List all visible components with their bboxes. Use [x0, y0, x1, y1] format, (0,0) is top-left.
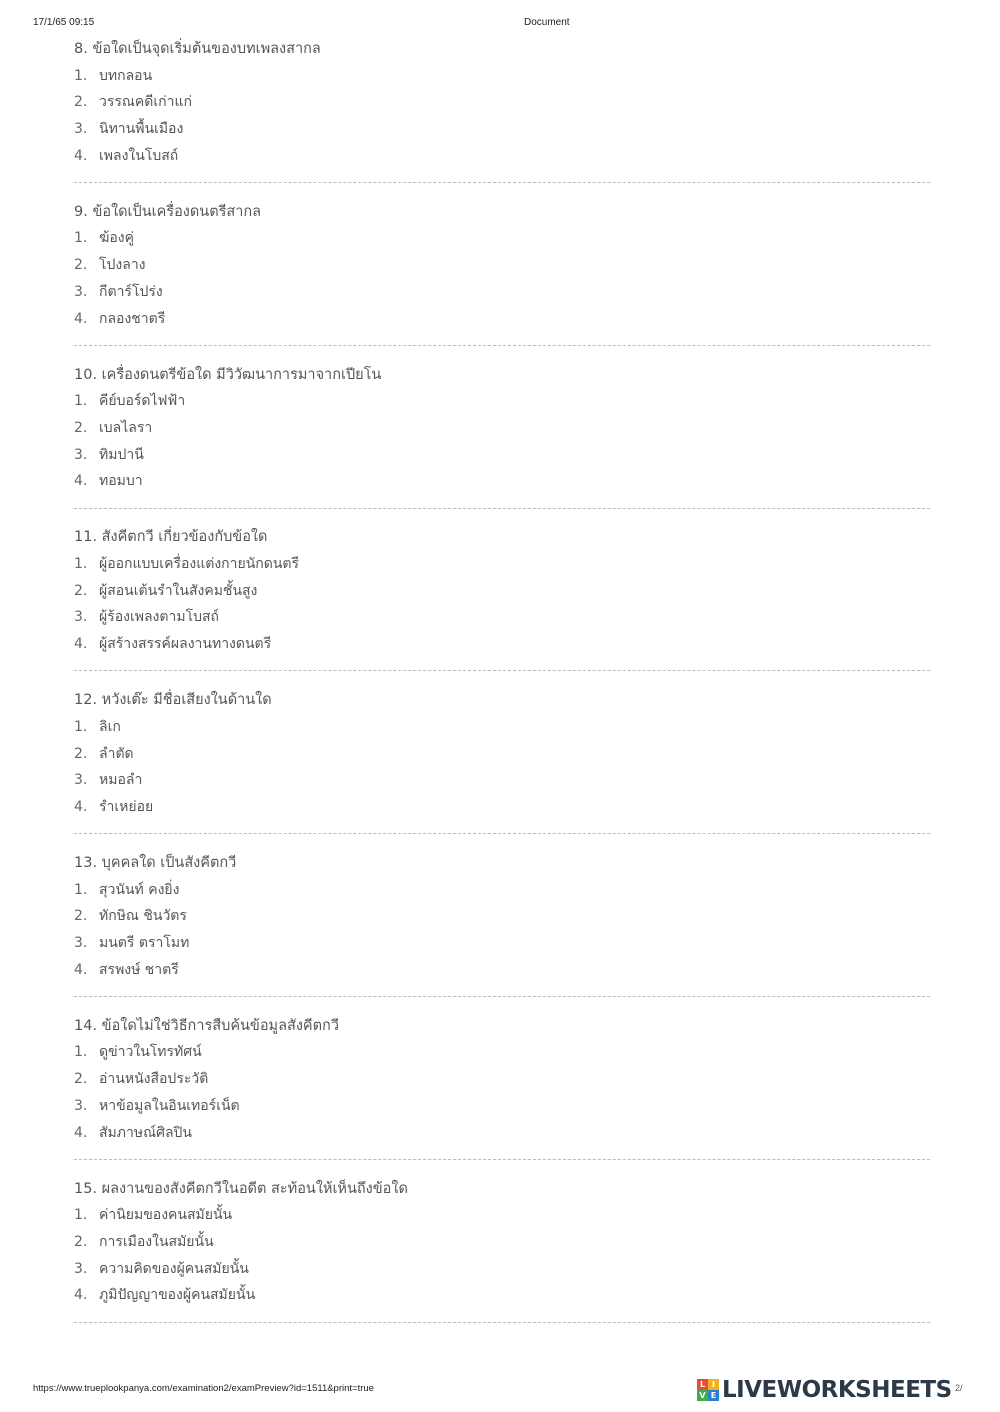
option-text: รำเหย่อย: [99, 798, 154, 815]
option-number: 2.: [74, 419, 88, 436]
answer-option: [74, 767, 930, 794]
option-number: 3.: [74, 1097, 88, 1114]
answer-option: [74, 1120, 930, 1147]
option-text: ค่านิยมของคนสมัยนั้น: [99, 1207, 233, 1224]
footer-url: https://www.trueplookpanya.com/examination2/examPreview?id=1511&print=true: [33, 1383, 374, 1394]
option-text: โปงลาง: [99, 257, 146, 274]
option-number: 3.: [74, 446, 88, 463]
dashed-divider: [74, 1322, 930, 1323]
option-text: บทกลอน: [99, 67, 153, 84]
option-number: 2.: [74, 257, 88, 274]
document-title: Document: [524, 17, 570, 28]
answer-option: [74, 1282, 930, 1309]
option-number: 1.: [74, 718, 88, 735]
dashed-divider: [74, 833, 930, 834]
option-text: กลองชาตรี: [99, 310, 166, 327]
answer-option: [74, 252, 930, 279]
answer-option: [74, 225, 930, 252]
question-stem: 11. สังคีตกวี เกี่ยวข้องกับข้อใด: [74, 529, 268, 546]
option-number: 2.: [74, 1071, 88, 1088]
answer-option: [74, 604, 930, 631]
option-text: ผู้สร้างสรรค์ผลงานทางดนตรี: [99, 636, 272, 653]
print-datetime: 17/1/65 09:15: [33, 17, 95, 28]
option-text: ทอมบา: [99, 473, 143, 490]
question-stem: 9. ข้อใดเป็นเครื่องดนตรีสากล: [74, 203, 262, 220]
option-text: ผู้สอนเต้นรำในสังคมชั้นสูง: [99, 582, 258, 599]
option-text: การเมืองในสมัยนั้น: [99, 1233, 214, 1250]
answer-option: [74, 1229, 930, 1256]
answer-option: [74, 442, 930, 469]
answer-option: [74, 415, 930, 442]
answer-option: [74, 279, 930, 306]
question-stem: 10. เครื่องดนตรีข้อใด มีวิวัฒนาการมาจากเปียโน: [74, 366, 382, 383]
option-text: ผู้ร้องเพลงตามโบสถ์: [99, 609, 220, 626]
option-number: 3.: [74, 121, 88, 138]
option-number: 3.: [74, 1260, 88, 1277]
option-text: เบลไลรา: [99, 419, 153, 436]
question-block: [74, 524, 930, 687]
option-number: 4.: [74, 147, 88, 164]
option-number: 1.: [74, 393, 88, 410]
option-number: 2.: [74, 94, 88, 111]
answer-option: [74, 877, 930, 904]
question-list: [74, 36, 930, 1338]
brand-logo-letter: I: [708, 1379, 719, 1390]
answer-option: [74, 388, 930, 415]
option-number: 4.: [74, 961, 88, 978]
option-number: 1.: [74, 67, 88, 84]
option-text: สุวนันท์ คงยิ่ง: [99, 881, 180, 898]
option-number: 1.: [74, 230, 88, 247]
question-block: [74, 199, 930, 362]
answer-option: [74, 551, 930, 578]
option-text: ลิเก: [99, 718, 121, 735]
answer-option: [74, 903, 930, 930]
option-number: 4.: [74, 1287, 88, 1304]
question-stem: 15. ผลงานของสังคีตกวีในอดีต สะท้อนให้เห็นถึงข้อใด: [74, 1180, 408, 1197]
brand-name: LIVEWORKSHEETS: [722, 1377, 952, 1403]
answer-option: [74, 1066, 930, 1093]
option-text: ทิมปานี: [99, 446, 144, 463]
brand-logo-letter: E: [708, 1390, 719, 1401]
option-text: หมอลำ: [99, 772, 143, 789]
question-block: [74, 36, 930, 199]
answer-option: [74, 578, 930, 605]
question-stem: 14. ข้อใดไม่ใช่วิธีการสืบค้นข้อมูลสังคีตกวี: [74, 1017, 339, 1034]
answer-option: [74, 306, 930, 333]
option-text: กีตาร์โปร่ง: [99, 283, 163, 300]
option-text: ฆ้องคู่: [99, 230, 134, 247]
option-text: หาข้อมูลในอินเทอร์เน็ต: [99, 1097, 240, 1114]
option-text: อ่านหนังสือประวัติ: [99, 1071, 209, 1088]
question-block: [74, 850, 930, 1013]
option-text: ลำตัด: [99, 745, 134, 762]
answer-option: [74, 930, 930, 957]
option-number: 3.: [74, 609, 88, 626]
answer-option: [74, 1256, 930, 1283]
answer-option: [74, 1093, 930, 1120]
option-number: 2.: [74, 1233, 88, 1250]
answer-option: [74, 631, 930, 658]
option-number: 1.: [74, 1044, 88, 1061]
answer-option: [74, 143, 930, 170]
dashed-divider: [74, 345, 930, 346]
answer-option: [74, 714, 930, 741]
option-number: 4.: [74, 1124, 88, 1141]
option-number: 4.: [74, 798, 88, 815]
answer-option: [74, 741, 930, 768]
dashed-divider: [74, 1159, 930, 1160]
option-text: สัมภาษณ์ศิลปิน: [99, 1124, 193, 1141]
option-number: 1.: [74, 556, 88, 573]
option-number: 3.: [74, 935, 88, 952]
option-number: 4.: [74, 636, 88, 653]
answer-option: [74, 116, 930, 143]
option-number: 2.: [74, 745, 88, 762]
question-stem: 8. ข้อใดเป็นจุดเริ่มต้นของบทเพลงสากล: [74, 41, 321, 57]
option-number: 2.: [74, 582, 88, 599]
question-stem: 13. บุคคลใด เป็นสังคีตกวี: [74, 854, 237, 871]
answer-option: [74, 89, 930, 116]
answer-option: [74, 1202, 930, 1229]
option-number: 3.: [74, 772, 88, 789]
answer-option: [74, 468, 930, 495]
option-text: คีย์บอร์ดไฟฟ้า: [99, 393, 186, 410]
option-text: ความคิดของผู้คนสมัยนั้น: [99, 1260, 249, 1277]
question-block: [74, 687, 930, 850]
answer-option: [74, 1039, 930, 1066]
option-text: เพลงในโบสถ์: [99, 147, 179, 164]
dashed-divider: [74, 996, 930, 997]
option-number: 1.: [74, 1207, 88, 1224]
dashed-divider: [74, 670, 930, 671]
option-text: ทักษิณ ชินวัตร: [99, 908, 187, 925]
option-number: 3.: [74, 283, 88, 300]
option-text: ดูข่าวในโทรทัศน์: [99, 1044, 202, 1061]
question-block: [74, 1013, 930, 1176]
answer-option: [74, 794, 930, 821]
liveworksheets-logo: [697, 1378, 952, 1402]
option-text: วรรณคดีเก่าแก่: [99, 94, 192, 111]
brand-logo-letter: L: [697, 1379, 708, 1390]
question-stem: 12. หวังเต๊ะ มีชื่อเสียงในด้านใด: [74, 692, 272, 709]
option-number: 1.: [74, 881, 88, 898]
option-text: มนตรี ตราโมท: [99, 935, 190, 952]
option-number: 2.: [74, 908, 88, 925]
brand-logo-icon: [697, 1379, 719, 1401]
answer-option: [74, 957, 930, 984]
answer-option: [74, 63, 930, 90]
option-text: สรพงษ์ ชาตรี: [99, 961, 179, 978]
brand-logo-letter: V: [697, 1390, 708, 1401]
dashed-divider: [74, 182, 930, 183]
option-text: นิทานพื้นเมือง: [99, 121, 184, 138]
option-number: 4.: [74, 310, 88, 327]
option-number: 4.: [74, 473, 88, 490]
question-block: [74, 1176, 930, 1339]
question-block: [74, 362, 930, 525]
page-number: 2/: [955, 1383, 963, 1393]
option-text: ผู้ออกแบบเครื่องแต่งกายนักดนตรี: [99, 556, 300, 573]
option-text: ภูมิปัญญาของผู้คนสมัยนั้น: [99, 1287, 256, 1304]
dashed-divider: [74, 508, 930, 509]
